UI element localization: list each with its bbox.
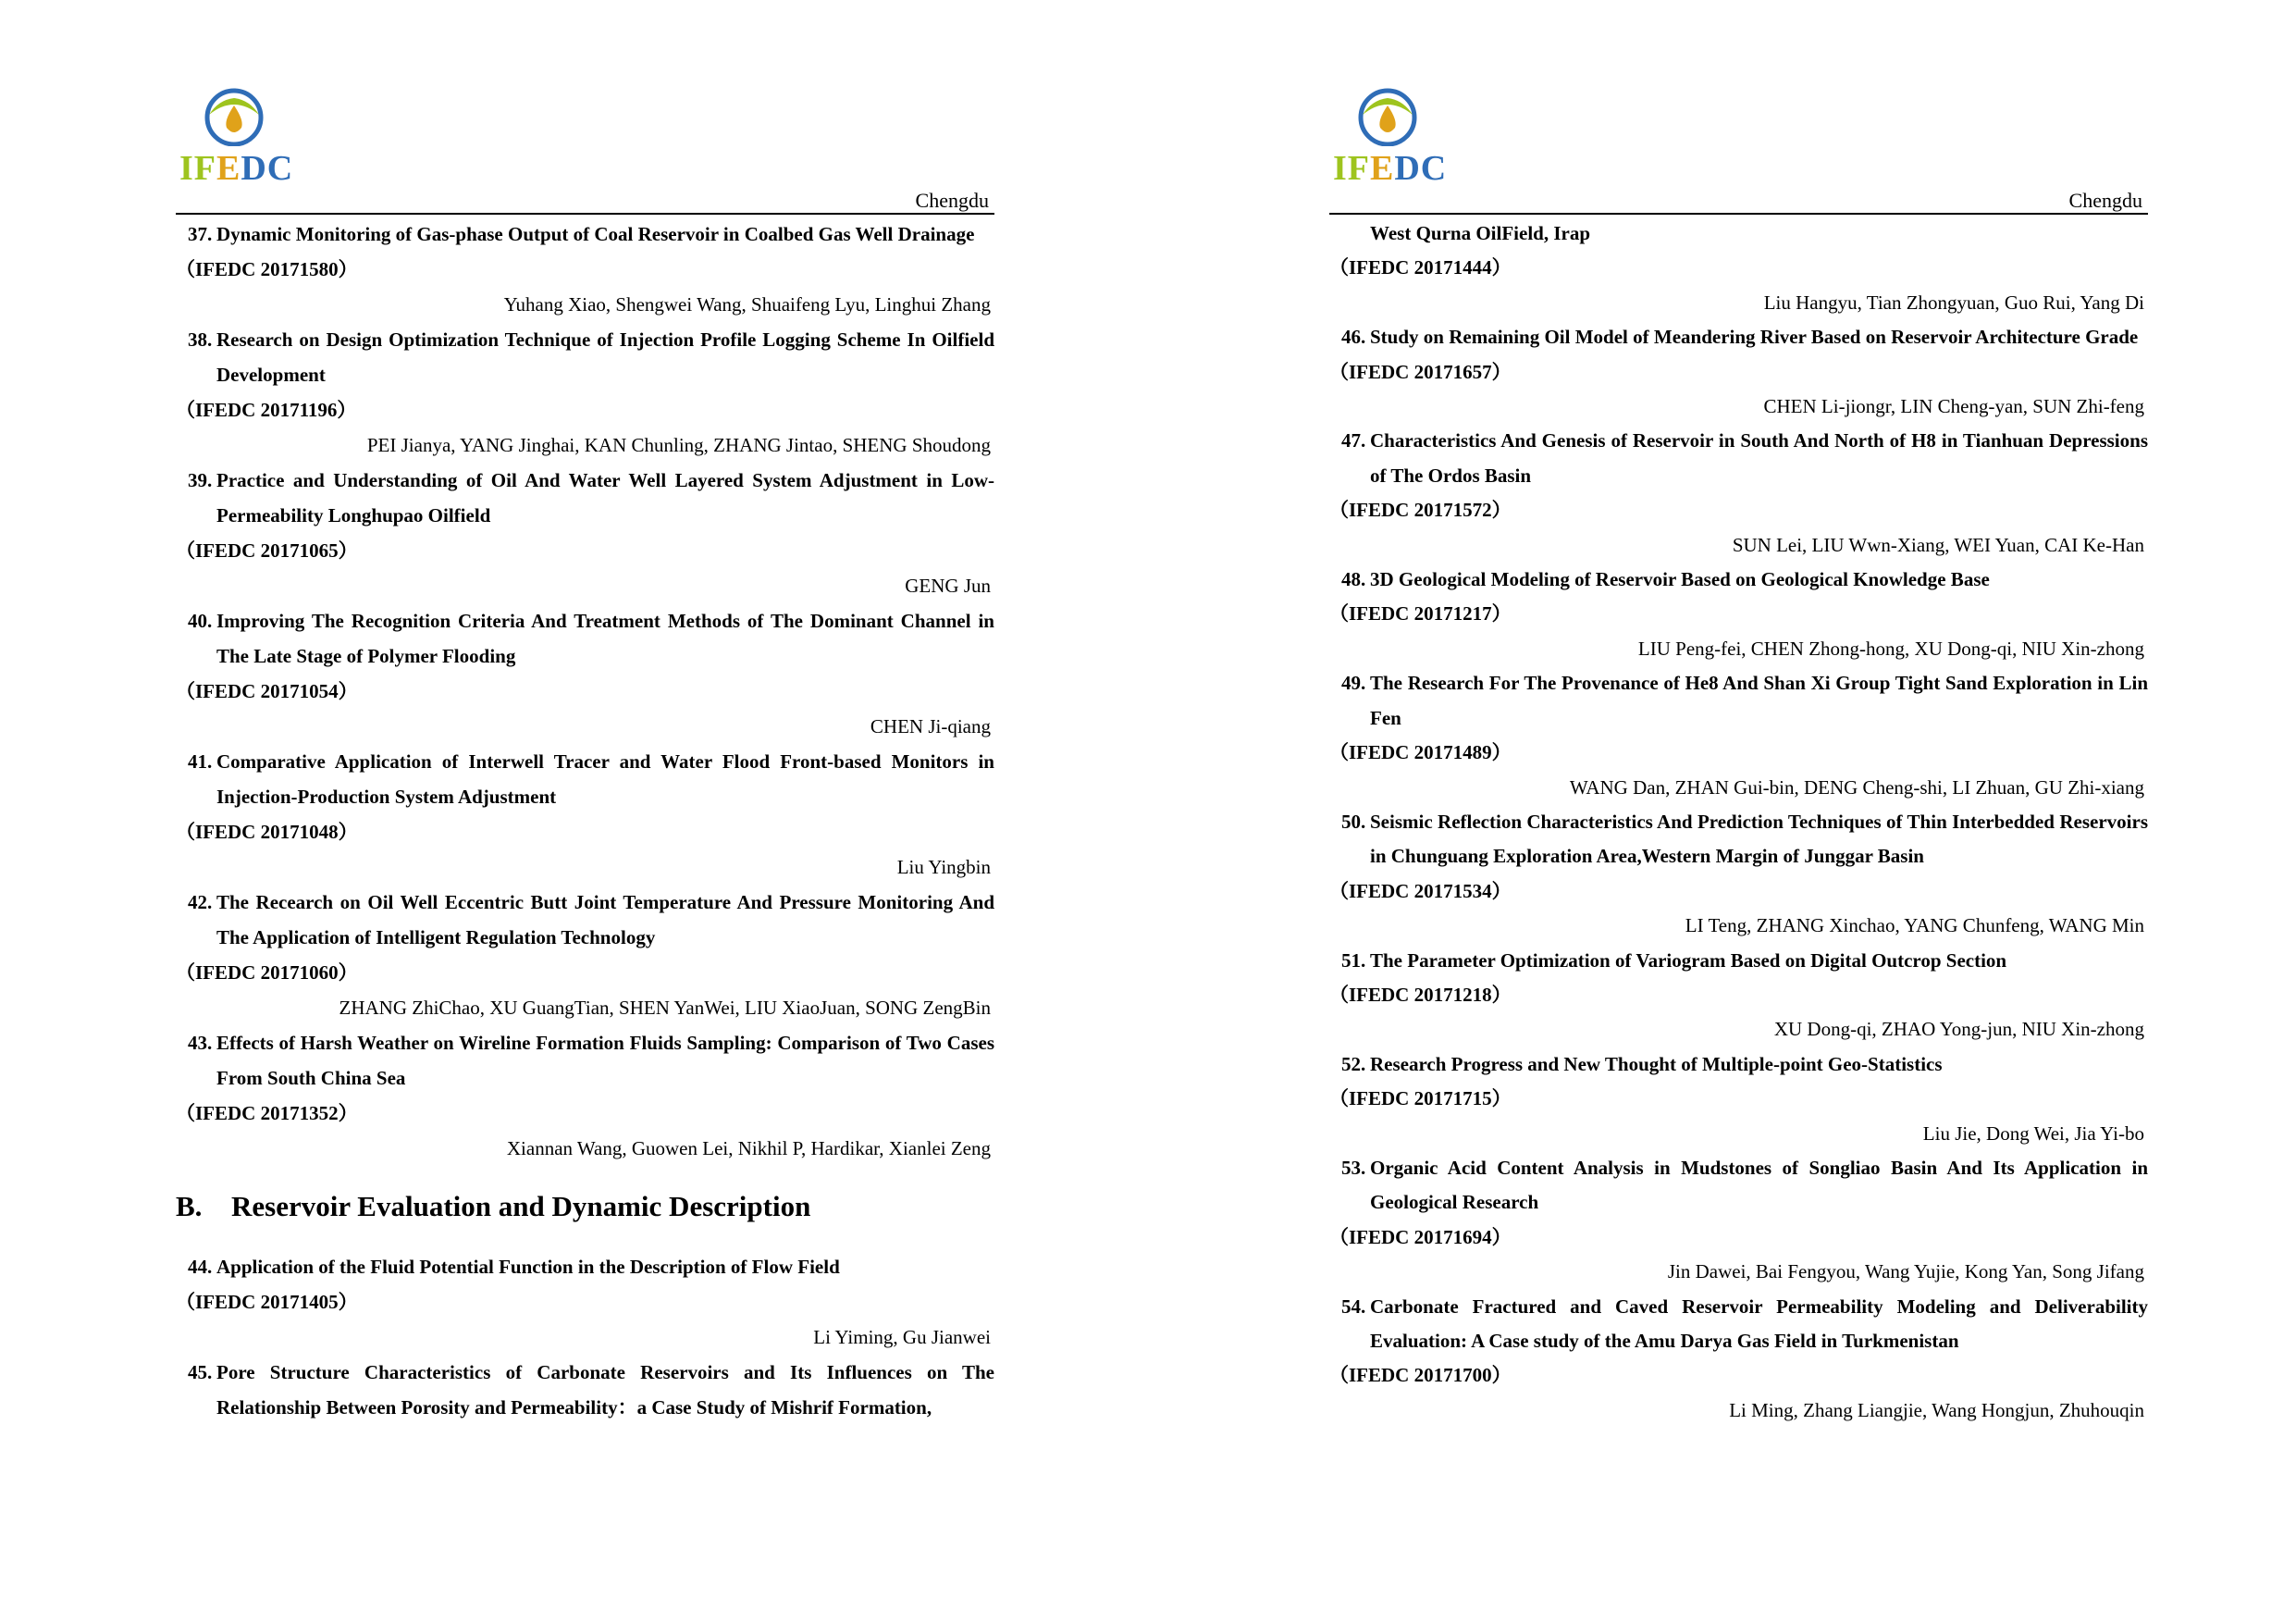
entry-title-text: Research Progress and New Thought of Multiple-point Geo-Statistics (1370, 1052, 1943, 1075)
entry-title-text: Research on Design Optimization Technique of Injection Profile Logging Scheme In Oilfield Development (216, 328, 994, 386)
entry-code: （IFEDC 20171196） (176, 399, 357, 421)
toc-entry (1329, 563, 2148, 666)
entry-code: （IFEDC 20171054） (176, 680, 358, 702)
entry-title-text: The Research For The Provenance of He8 And Shan Xi Group Tight Sand Exploration in Lin Fen (1370, 672, 2148, 729)
entry-code: （IFEDC 20171580） (176, 258, 358, 280)
logo-text: IFEDC (1333, 149, 1448, 188)
entry-number: 48. (1341, 568, 1366, 591)
droplet-logo-icon (1357, 87, 1418, 146)
entry-authors: SUN Lei, LIU Wwn-Xiang, WEI Yuan, CAI Ke-Han (1732, 533, 2144, 556)
entry-title (1329, 1290, 2148, 1359)
entry-title (1329, 1047, 2148, 1082)
left-page (176, 0, 994, 1623)
entry-code: （IFEDC 20171217） (1329, 602, 1512, 626)
entry-title (1329, 944, 2148, 978)
entry-title (176, 1025, 994, 1096)
entry-title (1329, 320, 2148, 354)
entry-number: 44. (188, 1256, 213, 1278)
left-content (176, 217, 994, 1425)
entry-authors: CHEN Li-jiongr, LIN Cheng-yan, SUN Zhi-feng (1763, 395, 2144, 418)
entry-authors: GENG Jun (905, 575, 991, 597)
entry-code: （IFEDC 20171572） (1329, 499, 1512, 522)
entry-code: （IFEDC 20171218） (1329, 983, 1512, 1006)
entry-title-text: Characteristics And Genesis of Reservoir in South And North of H8 in Tianhuan Depressions of The Ordos Basin (1370, 429, 2148, 487)
entry-code: （IFEDC 20171534） (1329, 879, 1512, 902)
entry-title-text: Dynamic Monitoring of Gas-phase Output of Coal Reservoir in Coalbed Gas Well Drainage (216, 223, 975, 245)
entry-authors: LI Teng, ZHANG Xinchao, YANG Chunfeng, WANG Min (1685, 914, 2144, 937)
entry-code: （IFEDC 20171489） (1329, 741, 1512, 764)
entry-authors: Liu Jie, Dong Wei, Jia Yi-bo (1922, 1121, 2144, 1145)
entry-authors: XU Dong-qi, ZHAO Yong-jun, NIU Xin-zhong (1773, 1018, 2144, 1041)
entry-number: 54. (1341, 1295, 1366, 1318)
toc-entry (1329, 1151, 2148, 1290)
entry-title-text: Seismic Reflection Characteristics And Prediction Techniques of Thin Interbedded Reservoirs in Chunguang Exploration Area,Western Margin of Junggar Basin (1370, 810, 2148, 868)
header-rule (1329, 213, 2148, 215)
right-page (1329, 0, 2148, 1623)
entry-number: 42. (188, 891, 213, 913)
toc-entry (1329, 1047, 2148, 1151)
entry-title (176, 217, 994, 252)
entry-authors: PEI Jianya, YANG Jinghai, KAN Chunling, ZHANG Jintao, SHENG Shoudong (366, 434, 991, 456)
entry-title-text: Organic Acid Content Analysis in Mudstones of Songliao Basin And Its Application in Geological Research (1370, 1156, 2148, 1214)
entry-authors: Liu Yingbin (896, 856, 991, 878)
entry-code: （IFEDC 20171715） (1329, 1087, 1512, 1110)
entry-number: 38. (188, 328, 213, 351)
entry-title (1329, 666, 2148, 736)
toc-entry (1329, 424, 2148, 563)
entry-number: 53. (1341, 1156, 1366, 1179)
entry-code: （IFEDC 20171700） (1329, 1364, 1512, 1387)
entry-authors: Liu Hangyu, Tian Zhongyuan, Guo Rui, Yang Di (1763, 291, 2144, 314)
entry-authors: Yuhang Xiao, Shengwei Wang, Shuaifeng Lyu, Linghui Zhang (503, 293, 991, 316)
header-city: Chengdu (915, 189, 989, 212)
entry-authors: WANG Dan, ZHAN Gui-bin, DENG Cheng-shi, LI Zhuan, GU Zhi-xiang (1569, 775, 2144, 799)
entry-title-text: Effects of Harsh Weather on Wireline Formation Fluids Sampling: Comparison of Two Cases From South China Sea (216, 1032, 994, 1089)
toc-entry (1329, 320, 2148, 424)
entry-code: （IFEDC 20171048） (176, 821, 358, 843)
entry-title (176, 463, 994, 533)
toc-entry (1329, 666, 2148, 805)
toc-entry (176, 885, 994, 1025)
entry-authors: Xiannan Wang, Guowen Lei, Nikhil P, Hardikar, Xianlei Zeng (506, 1137, 991, 1159)
section-heading (176, 1188, 994, 1225)
entry-title (176, 322, 994, 392)
entry-title (1329, 1151, 2148, 1220)
logo-text: IFEDC (179, 149, 294, 188)
droplet-logo-icon (204, 87, 265, 146)
toc-entry (176, 463, 994, 603)
entry-number: 37. (188, 223, 213, 245)
entry-title-text: Comparative Application of Interwell Tracer and Water Flood Front-based Monitors in Injection-Production System Adjustment (216, 750, 994, 808)
entry-code: （IFEDC 20171352） (176, 1102, 358, 1124)
toc-entry (1329, 944, 2148, 1047)
entry-list (176, 1249, 994, 1355)
entry-list (1329, 320, 2148, 1428)
entry-number: 46. (1341, 326, 1366, 349)
entry-title (176, 1355, 994, 1425)
entry-authors: Li Ming, Zhang Liangjie, Wang Hongjun, Zhuhouqin (1729, 1398, 2144, 1421)
entry-title (1329, 805, 2148, 874)
entry-number: 39. (188, 469, 213, 491)
entry-title (176, 603, 994, 674)
toc-entry (176, 603, 994, 744)
entry-authors: CHEN Ji-qiang (870, 715, 991, 737)
entry-title (1329, 563, 2148, 597)
entry-title-text: Application of the Fluid Potential Function in the Description of Flow Field (216, 1256, 840, 1278)
entry-title-text: The Recearch on Oil Well Eccentric Butt Joint Temperature And Pressure Monitoring And The Application of Intelligent Regulation Technology (216, 891, 994, 948)
toc-entry (176, 322, 994, 463)
entry-number: 41. (188, 750, 213, 773)
entry-number: 49. (1341, 672, 1366, 695)
entry-title-text: Carbonate Fractured and Caved Reservoir Permeability Modeling and Deliverability Evaluation: A Case study of the Amu Darya Gas Field in Turkmenistan (1370, 1295, 2148, 1352)
entry-title-text: 3D Geological Modeling of Reservoir Based on Geological Knowledge Base (1370, 568, 1990, 591)
entry-title-text: Pore Structure Characteristics of Carbonate Reservoirs and Its Influences on The Relationship Between Porosity and Permeability：a Case Study of Mishrif Formation, (216, 1361, 994, 1419)
entry-number: 50. (1341, 810, 1366, 833)
ifedc-logo (179, 87, 300, 189)
entry-code: （IFEDC 20171065） (176, 539, 358, 562)
entry-code: （IFEDC 20171060） (176, 961, 358, 984)
header-rule (176, 213, 994, 215)
entry-title-text: Improving The Recognition Criteria And Treatment Methods of The Dominant Channel in The Late Stage of Polymer Flooding (216, 610, 994, 667)
entry-number: 43. (188, 1032, 213, 1054)
toc-entry (1329, 1290, 2148, 1429)
section-letter: B. (176, 1190, 203, 1222)
entry-authors: Jin Dawei, Bai Fengyou, Wang Yujie, Kong Yan, Song Jifang (1667, 1260, 2144, 1283)
header-city: Chengdu (2068, 189, 2142, 212)
entry-number: 45. (188, 1361, 213, 1383)
entry-authors: Li Yiming, Gu Jianwei (813, 1326, 991, 1348)
entry-number: 40. (188, 610, 213, 632)
toc-entry (176, 744, 994, 885)
section-title: Reservoir Evaluation and Dynamic Description (231, 1190, 811, 1222)
toc-entry (176, 1025, 994, 1166)
entry-title (1329, 424, 2148, 493)
entry-number: 52. (1341, 1052, 1366, 1075)
entry-code: （IFEDC 20171694） (1329, 1225, 1512, 1248)
entry-number: 47. (1341, 429, 1366, 452)
entry-title-continuation: West Qurna OilField, Irap (1370, 222, 1591, 244)
entry-title (176, 744, 994, 814)
entry-code: （IFEDC 20171657） (1329, 360, 1512, 383)
entry-title (176, 1249, 994, 1284)
entry-code: （IFEDC 20171444） (1329, 256, 1512, 279)
entry-title-text: The Parameter Optimization of Variogram Based on Digital Outcrop Section (1370, 948, 2007, 972)
ifedc-logo (1333, 87, 1453, 189)
entry-title-text: Practice and Understanding of Oil And Water Well Layered System Adjustment in Low-Permeability Longhupao Oilfield (216, 469, 994, 527)
toc-entry (1329, 805, 2148, 944)
entry-title (176, 885, 994, 955)
entry-title-text: Study on Remaining Oil Model of Meandering River Based on Reservoir Architecture Grade (1370, 326, 2139, 349)
entry-authors: LIU Peng-fei, CHEN Zhong-hong, XU Dong-qi, NIU Xin-zhong (1637, 637, 2144, 660)
entry-number: 51. (1341, 948, 1366, 972)
entry-code: （IFEDC 20171405） (176, 1291, 358, 1313)
right-content (1329, 217, 2148, 1428)
toc-entry (176, 217, 994, 322)
entry-list (176, 217, 994, 1166)
entry-authors: ZHANG ZhiChao, XU GuangTian, SHEN YanWei, LIU XiaoJuan, SONG ZengBin (339, 997, 991, 1019)
toc-entry (176, 1249, 994, 1355)
